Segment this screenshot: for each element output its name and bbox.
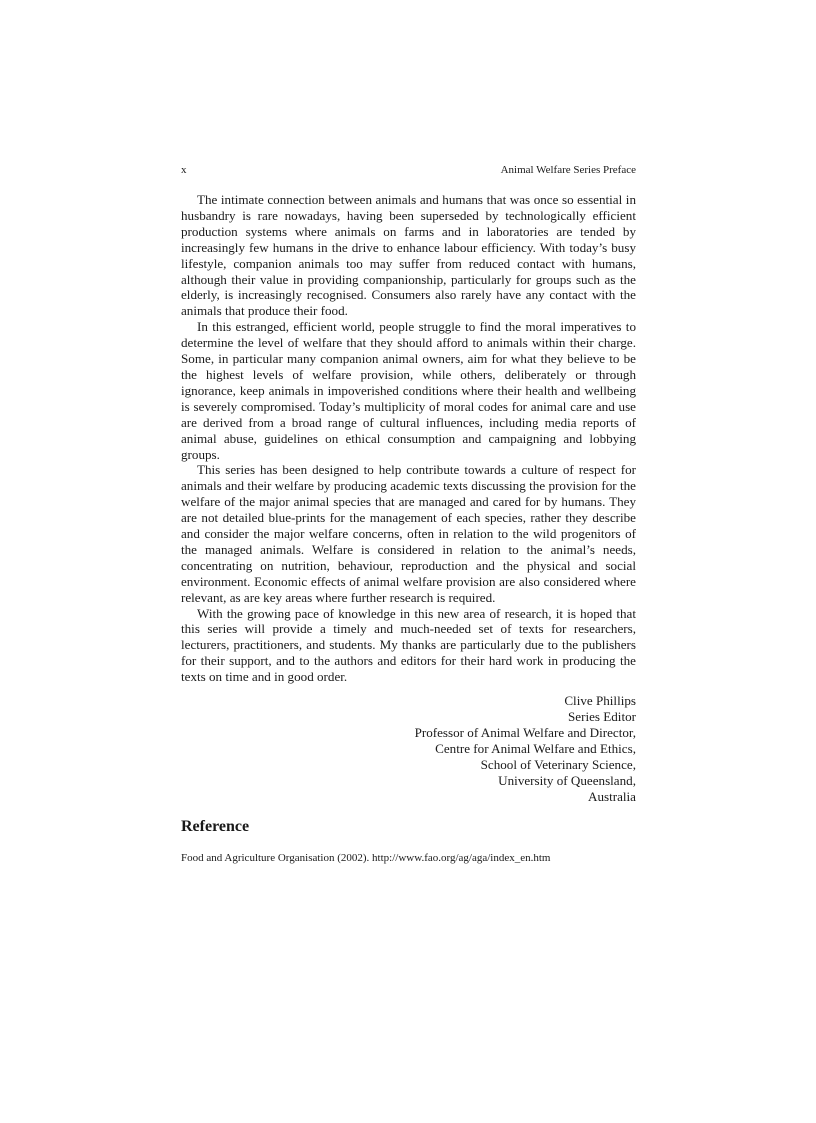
paragraph: In this estranged, efficient world, people struggle to find the moral imperatives to determine the level of welfare that they should afford to animals within their charge. Some, in particular many companion animal owners, aim for what they believe to be the highest levels of welfare provision, while others, deliberately or through ignorance, keep animals in impoverished conditions where their health and wellbeing is severely compromised. Today’s multiplicity of moral codes for animal care and use are derived from a broad range of cultural influences, including media reports of animal abuse, guidelines on ethical consumption and campaigning and lobbying groups. xyxy=(181,319,636,462)
paragraph: With the growing pace of knowledge in this new area of research, it is hoped that this series will provide a timely and much-needed set of texts for researchers, lecturers, practitioners, and students. My thanks are particularly due to the publishers for their support, and to the authors and editors for their hard work in producing the texts on time and in good order. xyxy=(181,605,636,685)
paragraph: The intimate connection between animals and humans that was once so essential in husbandry is rare nowadays, having been superseded by technologically efficient production systems where animals on farms and in laboratories are tended by increasingly few humans in the drive to enhance labour efficiency. With today’s busy lifestyle, companion animals too may suffer from reduced contact with humans, although their value in providing companionship, particularly for groups such as the elderly, is increasingly recognised. Consumers also rarely have any contact with the animals that produce their food. xyxy=(181,192,636,319)
reference-entry: Food and Agriculture Organisation (2002). http://www.fao.org/ag/aga/index_en.htm xyxy=(181,852,551,865)
signature-block xyxy=(181,693,636,804)
editor-centre: Centre for Animal Welfare and Ethics, xyxy=(435,740,636,756)
editor-name: Clive Phillips xyxy=(564,693,636,709)
editor-role: Series Editor xyxy=(567,709,636,724)
editor-country: Australia xyxy=(588,788,636,804)
page-number: x xyxy=(181,164,187,176)
editor-university: University of Queensland, xyxy=(498,772,636,788)
reference-heading: Reference xyxy=(181,818,250,836)
book-page xyxy=(181,163,636,865)
running-title: Animal Welfare Series Preface xyxy=(500,164,636,176)
preface-body xyxy=(181,192,636,685)
paragraph: This series has been designed to help contribute towards a culture of respect for animals and their welfare by producing academic texts discussing the provision for the welfare of the major animal species that are managed and cared for by humans. They are not detailed blue-prints for the management of each species, rather they describe and consider the major welfare concerns, often in relation to the wild progenitors of the managed animals. Welfare is considered in relation to the animal’s needs, concentrating on nutrition, behaviour, reproduction and the physical and social environment. Economic effects of animal welfare provision are also considered where relevant, as are key areas where further research is required. xyxy=(181,462,636,605)
editor-school: School of Veterinary Science, xyxy=(480,756,636,772)
running-head xyxy=(181,163,636,177)
editor-position: Professor of Animal Welfare and Director, xyxy=(414,724,636,740)
